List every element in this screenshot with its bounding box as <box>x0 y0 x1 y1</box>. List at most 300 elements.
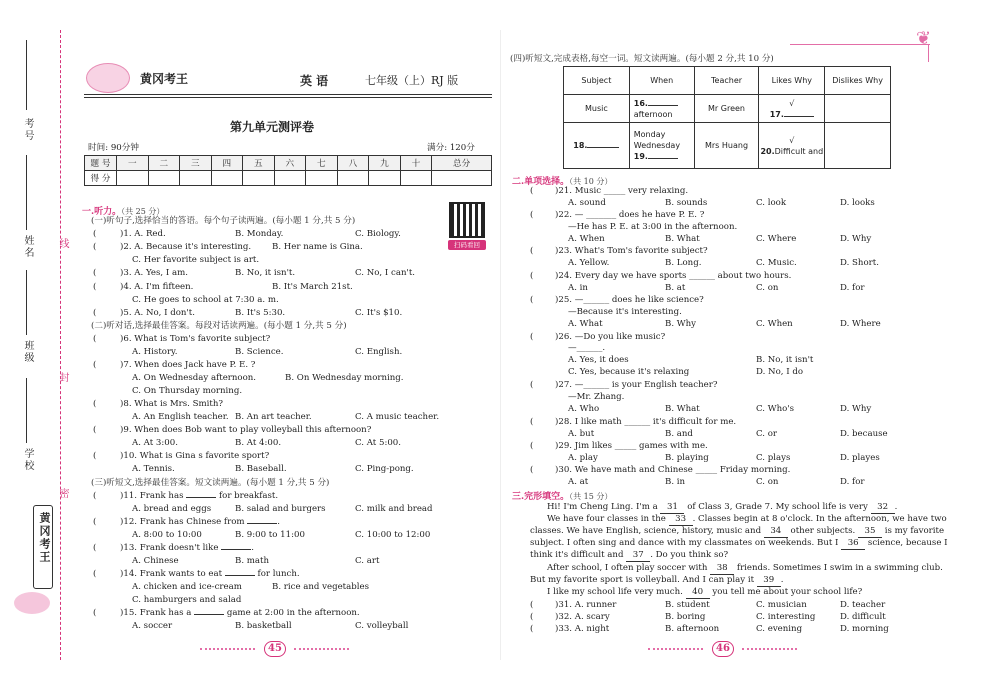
q28-stem: )28. I like math ______ it's difficult for me. <box>555 417 737 427</box>
footer-dots-left-2 <box>294 648 349 650</box>
class-line <box>26 270 27 335</box>
q1-option-c: C. Biology. <box>355 229 401 239</box>
q28-option-c: C. or <box>756 429 778 439</box>
fill-cell <box>629 95 694 123</box>
cloze-title-text: 三.完形填空。 <box>512 492 570 502</box>
q14-option-a: A. chicken and ice-cream <box>132 582 242 592</box>
cloze-points: （共 15 分） <box>569 492 613 501</box>
answer-paren[interactable]: ( <box>93 360 97 370</box>
q8-option-b: B. An art teacher. <box>235 412 312 422</box>
q14-stem-b: for lunch. <box>257 569 300 579</box>
q25-line2: —Because it's interesting. <box>568 307 682 317</box>
fill-tail: afternoon <box>633 109 673 119</box>
score-cell: 七 <box>306 156 338 171</box>
q15-stem-b: game at 2:00 in the afternoon. <box>226 608 360 618</box>
q23-stem: )23. What's Tom's favorite subject? <box>555 246 708 256</box>
q13-stem <box>120 543 254 554</box>
q22-option-c: C. Where <box>756 234 797 244</box>
q30-option-b: B. in <box>665 477 686 487</box>
q29-stem: )29. Jim likes _____ games with me. <box>555 441 708 451</box>
cloze-text: other subjects. <box>790 526 856 536</box>
answer-paren[interactable]: ( <box>530 332 534 342</box>
cloze-line-2 <box>547 514 947 526</box>
check-icon: √ <box>789 135 795 145</box>
q21-option-d: D. looks <box>840 198 875 208</box>
q9-option-c: C. At 5:00. <box>355 438 402 448</box>
answer-paren[interactable]: ( <box>93 491 97 501</box>
q6-option-b: B. Science. <box>235 347 284 357</box>
score-cell: 三 <box>180 156 212 171</box>
blank-32[interactable]: 32 <box>871 502 895 514</box>
q26-option-b: B. No, it isn't <box>756 355 814 365</box>
score-table <box>84 155 492 186</box>
part4-title: (四)听短文,完成表格,每空一词。短文读两遍。(每小题 2 分,共 10 分) <box>510 54 774 64</box>
score-cell: 十 <box>400 156 432 171</box>
fill-table-header <box>564 67 891 95</box>
header-grade: 七年级（上）RJ 版 <box>365 74 459 87</box>
q14-stem <box>120 569 300 580</box>
score-cell: 六 <box>274 156 306 171</box>
q26-option-c: C. Yes, because it's relaxing <box>568 367 690 377</box>
brand-logo-icon <box>86 63 130 93</box>
answer-paren[interactable]: ( <box>530 380 534 390</box>
cloze-line-6 <box>547 563 943 575</box>
q23-option-b: B. Long. <box>665 258 702 268</box>
exam-no-line <box>26 40 27 110</box>
fill-head: Teacher <box>694 67 759 95</box>
q31-option-b: B. student <box>665 600 710 610</box>
score-input-cell[interactable] <box>148 171 180 186</box>
q22-option-d: D. Why <box>840 234 872 244</box>
blank[interactable] <box>194 614 224 615</box>
cloze-line-1: Hi! I'm Cheng Ling. I'm a 31 of Class 3, Grade 7. My school life is very 32 . <box>547 502 898 512</box>
blank[interactable] <box>186 497 216 498</box>
page-number-right: 46 <box>712 641 734 657</box>
q21-option-b: B. sounds <box>665 198 708 208</box>
score-input-cell[interactable] <box>211 171 243 186</box>
q11-option-c: C. milk and bread <box>355 504 433 514</box>
q23-option-a: A. Yellow. <box>568 258 610 268</box>
fill-cell <box>825 123 891 169</box>
label-name: 姓名 <box>22 235 33 259</box>
label-school: 学校 <box>22 448 33 472</box>
answer-paren[interactable]: ( <box>530 441 534 451</box>
q25-option-b: B. Why <box>665 319 697 329</box>
q30-option-d: D. for <box>840 477 865 487</box>
blank-39[interactable]: 39 <box>757 575 781 587</box>
cut-mark-feng: 封 <box>57 372 68 384</box>
cloze-text: . Classes begin at 8 o'clock. In the afternoon, we have two <box>692 514 947 524</box>
q14-option-c: C. hamburgers and salad <box>132 595 242 605</box>
answer-paren[interactable]: ( <box>93 308 97 318</box>
q11-option-b: B. salad and burgers <box>235 504 326 514</box>
q25-option-a: A. What <box>568 319 603 329</box>
score-table-header-row <box>85 156 492 171</box>
score-cell: 得 分 <box>85 171 117 186</box>
q31-option-d: D. teacher <box>840 600 886 610</box>
exam-time: 时间: 90分钟 <box>88 143 139 153</box>
q1-option-a: )1. A. Red. <box>120 229 166 239</box>
fill-cell: Mr Green <box>694 95 759 123</box>
q12-stem-b: . <box>277 517 281 527</box>
answer-paren[interactable]: ( <box>93 399 97 409</box>
side-logo-icon <box>14 592 50 614</box>
blank-19[interactable] <box>648 158 678 159</box>
header-rule <box>84 94 492 95</box>
q13-stem-b: . <box>251 543 254 553</box>
fill-text: Wednesday <box>633 141 681 150</box>
fill-cell: Mrs Huang <box>694 123 759 169</box>
q27-option-b: B. What <box>665 404 700 414</box>
cloze-text: subject. I often sing and dance with my classmates on weekends. But I <box>530 538 839 548</box>
blank-40[interactable]: 40 <box>686 587 710 599</box>
q31-option-a: )31. A. runner <box>555 600 617 610</box>
cloze-line-7: But my favorite sport is volleyball. And I can play it 39 . <box>530 575 784 585</box>
score-cell: 总分 <box>432 156 492 171</box>
q27-option-c: C. Who's <box>756 404 795 414</box>
q4-option-c: C. He goes to school at 7:30 a. m. <box>132 295 279 305</box>
fill-table-row-1 <box>564 95 891 123</box>
fill-head: Likes Why <box>759 67 825 95</box>
q22-option-a: A. When <box>568 234 605 244</box>
listening-part1: (一)听句子,选择恰当的答语。每个句子读两遍。(每小题 1 分,共 5 分) <box>91 216 356 226</box>
header-brand: 黄冈考王 <box>140 72 189 86</box>
cloze-title <box>512 489 612 502</box>
score-input-cell[interactable] <box>369 171 401 186</box>
q8-stem: )8. What is Mrs. Smith? <box>120 399 224 409</box>
q8-option-c: C. A music teacher. <box>355 412 440 422</box>
cloze-text: We have four classes in the <box>547 514 666 524</box>
q32-option-d: D. difficult <box>840 612 886 622</box>
cut-mark-xian: 线 <box>57 238 68 250</box>
blank-34[interactable]: 34 <box>764 526 788 538</box>
q12-option-b: B. 9:00 to 11:00 <box>235 530 305 540</box>
cloze-line-3 <box>530 526 944 538</box>
answer-paren[interactable]: ( <box>93 268 97 278</box>
score-cell: 四 <box>211 156 243 171</box>
q11-stem-a: )11. Frank has <box>120 491 184 501</box>
q26-option-a: A. Yes, it does <box>568 355 629 365</box>
label-class: 班级 <box>22 340 33 364</box>
q3-option-c: C. No, I can't. <box>355 268 416 278</box>
cloze-text: I like my school life very much. <box>547 587 683 597</box>
listening-title-text: 一.听力。 <box>82 207 122 217</box>
score-input-cell[interactable] <box>432 171 492 186</box>
blank-38[interactable]: 38 <box>710 563 734 575</box>
q32-option-a: )32. A. scary <box>555 612 610 622</box>
fill-cell: Music <box>564 95 630 123</box>
fill-cell <box>759 123 825 169</box>
q33-option-b: B. afternoon <box>665 624 720 634</box>
q24-option-a: A. in <box>568 283 588 293</box>
blank[interactable] <box>247 523 277 524</box>
cut-mark-mi: 密 <box>57 488 68 500</box>
score-input-cell[interactable] <box>274 171 306 186</box>
fill-cell <box>825 95 891 123</box>
q15-stem-a: )15. Frank has a <box>120 608 192 618</box>
footer-dots-right <box>648 648 703 650</box>
q6-stem: )6. What is Tom's favorite subject? <box>120 334 271 344</box>
score-input-cell[interactable] <box>117 171 149 186</box>
fill-table <box>563 66 891 169</box>
blank-35[interactable]: 35 <box>858 526 882 538</box>
q15-option-c: C. volleyball <box>355 621 409 631</box>
label-exam-no: 考号 <box>22 118 33 142</box>
school-line <box>26 378 27 443</box>
q1-option-b: B. Monday. <box>235 229 284 239</box>
score-cell: 二 <box>148 156 180 171</box>
listening-part3: (三)听短文,选择最佳答案。短文读两遍。(每小题 1 分,共 5 分) <box>91 478 330 488</box>
q3-option-a: )3. A. Yes, I am. <box>120 268 188 278</box>
q14-option-b: B. rice and vegetables <box>272 582 370 592</box>
cloze-text: is my favorite <box>884 526 945 536</box>
q9-option-b: B. At 4:00. <box>235 438 282 448</box>
fill-no: 20. <box>760 146 775 156</box>
q10-stem: )10. What is Gina s favorite sport? <box>120 451 270 461</box>
q8-option-a: A. An English teacher. <box>132 412 229 422</box>
score-input-cell[interactable] <box>337 171 369 186</box>
fill-tail: Difficult and <box>774 146 824 156</box>
fill-head: Subject <box>564 67 630 95</box>
exam-title: 第九单元测评卷 <box>230 120 315 134</box>
answer-paren[interactable]: ( <box>530 612 534 622</box>
q31-option-c: C. musician <box>756 600 807 610</box>
cloze-line-8 <box>547 587 862 599</box>
q5-option-b: B. It's 5:30. <box>235 308 286 318</box>
answer-paren[interactable]: ( <box>93 543 97 553</box>
cloze-text: science, because I <box>867 538 948 548</box>
q2-option-a: )2. A. Because it's interesting. <box>120 242 252 252</box>
cloze-text: friends. Sometimes I swim in a swimming club. <box>736 563 943 573</box>
q33-option-a: )33. A. night <box>555 624 610 634</box>
blank-33[interactable]: 33 <box>669 514 693 526</box>
q28-option-d: D. because <box>840 429 888 439</box>
q4-option-a: )4. A. I'm fifteen. <box>120 282 194 292</box>
cloze-text: you tell me about your school life? <box>712 587 863 597</box>
q13-stem-a: )13. Frank doesn't like <box>120 543 219 553</box>
answer-paren[interactable]: ( <box>530 465 534 475</box>
answer-paren[interactable]: ( <box>530 624 534 634</box>
q30-option-a: A. at <box>568 477 589 487</box>
q7-option-c: C. On Thursday morning. <box>132 386 243 396</box>
q7-stem: )7. When does Jack have P. E. ? <box>120 360 256 370</box>
q24-option-c: C. on <box>756 283 779 293</box>
q10-option-b: B. Baseball. <box>235 464 287 474</box>
fill-table-row-2 <box>564 123 891 169</box>
q10-option-c: C. Ping-pong. <box>355 464 414 474</box>
cloze-text: After school, I often play soccer with <box>547 563 708 573</box>
q29-option-b: B. playing <box>665 453 709 463</box>
fill-no: 18. <box>573 141 588 150</box>
check-icon: √ <box>789 98 795 108</box>
q29-option-c: C. plays <box>756 453 791 463</box>
q6-option-c: C. English. <box>355 347 403 357</box>
q12-stem <box>120 517 280 528</box>
fill-no: 19. <box>633 152 648 161</box>
answer-paren[interactable]: ( <box>93 451 97 461</box>
q7-option-a: A. On Wednesday afternoon. <box>132 373 257 383</box>
score-cell: 九 <box>369 156 401 171</box>
fill-no: 16. <box>633 98 648 108</box>
answer-paren[interactable]: ( <box>93 425 97 435</box>
q25-option-c: C. When <box>756 319 793 329</box>
score-cell: 八 <box>337 156 369 171</box>
ornament-line <box>790 44 930 45</box>
answer-paren[interactable]: ( <box>530 600 534 610</box>
fill-cell <box>759 95 825 123</box>
q12-option-c: C. 10:00 to 12:00 <box>355 530 431 540</box>
page-number-left: 45 <box>264 641 286 657</box>
footer-dots-right-2 <box>742 648 797 650</box>
blank-36[interactable]: 36 <box>841 538 865 550</box>
binding-strip <box>0 0 68 688</box>
cloze-text: classes. We have English, science, history, music and <box>530 526 762 536</box>
q15-stem <box>120 608 360 619</box>
q25-option-d: D. Where <box>840 319 881 329</box>
q32-option-b: B. boring <box>665 612 706 622</box>
score-input-cell[interactable] <box>306 171 338 186</box>
blank-17[interactable] <box>784 116 814 117</box>
q24-option-b: B. at <box>665 283 686 293</box>
q9-stem: )9. When does Bob want to play volleyball this afternoon? <box>120 425 372 435</box>
q15-option-a: A. soccer <box>132 621 173 631</box>
q21-option-a: A. sound <box>568 198 606 208</box>
answer-paren[interactable]: ( <box>530 295 534 305</box>
exam-full-score: 满分: 120分 <box>427 143 475 153</box>
q21-stem: )21. Music _____ very relaxing. <box>555 186 689 196</box>
binding-line <box>60 30 61 660</box>
answer-paren[interactable]: ( <box>530 186 534 196</box>
score-input-cell[interactable] <box>400 171 432 186</box>
blank-18[interactable] <box>587 147 619 148</box>
answer-paren[interactable]: ( <box>93 242 97 252</box>
q24-option-d: D. for <box>840 283 865 293</box>
score-cell: 五 <box>243 156 275 171</box>
listening-part2: (二)听对话,选择最佳答案。每段对话读两遍。(每小题 1 分,共 5 分) <box>91 321 347 331</box>
answer-paren[interactable]: ( <box>530 417 534 427</box>
score-input-cell[interactable] <box>243 171 275 186</box>
q33-option-c: C. evening <box>756 624 803 634</box>
score-input-cell[interactable] <box>180 171 212 186</box>
q14-stem-a: )14. Frank wants to eat <box>120 569 223 579</box>
cloze-line-5 <box>530 550 728 562</box>
score-table-score-row <box>85 171 492 186</box>
q2-option-b: B. Her name is Gina. <box>272 242 363 252</box>
q27-option-d: D. Why <box>840 404 872 414</box>
q3-option-b: B. No, it isn't. <box>235 268 296 278</box>
cloze-text: of Class 3, Grade 7. My school life is very <box>687 502 868 512</box>
q26-stem: )26. —Do you like music? <box>555 332 666 342</box>
q23-option-c: C. Music. <box>756 258 797 268</box>
q13-option-a: A. Chinese <box>132 556 179 566</box>
q25-stem: )25. —______ does he like science? <box>555 295 704 305</box>
blank[interactable] <box>225 575 255 576</box>
answer-paren[interactable]: ( <box>93 229 97 239</box>
q27-stem: )27. —______ is your English teacher? <box>555 380 718 390</box>
blank-16[interactable] <box>648 105 678 106</box>
q30-option-c: C. on <box>756 477 779 487</box>
cloze-text: think it's difficult and <box>530 550 624 560</box>
fill-cell <box>564 123 630 169</box>
side-brand-text: 黄冈考王 <box>38 512 51 564</box>
fill-cell <box>629 123 694 169</box>
side-brand-box <box>33 505 53 589</box>
answer-paren[interactable]: ( <box>530 246 534 256</box>
cloze-text: Hi! I'm Cheng Ling. I'm a <box>547 502 658 512</box>
q22-option-b: B. What <box>665 234 700 244</box>
q30-stem: )30. We have math and Chinese _____ Friday morning. <box>555 465 791 475</box>
answer-paren[interactable]: ( <box>93 334 97 344</box>
q11-option-a: A. bread and eggs <box>132 504 212 514</box>
qr-code-icon[interactable] <box>449 202 485 238</box>
q12-stem-a: )12. Frank has Chinese from <box>120 517 245 527</box>
score-cell: 题 号 <box>85 156 117 171</box>
cloze-text: . Do you think so? <box>650 550 729 560</box>
q11-stem-b: for breakfast. <box>218 491 279 501</box>
fill-head: Dislikes Why <box>825 67 891 95</box>
fill-text: Monday <box>633 130 666 139</box>
q6-option-a: A. History. <box>132 347 178 357</box>
footer-dots-left <box>200 648 255 650</box>
q5-option-c: C. It's $10. <box>355 308 403 318</box>
q9-option-a: A. At 3:00. <box>132 438 178 448</box>
header-subject: 英 语 <box>300 74 329 88</box>
q32-option-c: C. interesting <box>756 612 816 622</box>
blank[interactable] <box>221 549 251 550</box>
q26-line2: —______. <box>568 343 606 353</box>
answer-paren[interactable]: ( <box>530 271 534 281</box>
q13-option-c: C. art <box>355 556 380 566</box>
grammar-points: （共 10 分） <box>569 177 613 186</box>
q26-option-d: D. No, I do <box>756 367 804 377</box>
q15-option-b: B. basketball <box>235 621 292 631</box>
q33-option-d: D. morning <box>840 624 889 634</box>
fill-no: 17. <box>769 109 784 119</box>
listening-points: （共 25 分） <box>121 207 165 216</box>
q10-option-a: A. Tennis. <box>132 464 175 474</box>
qr-label: 扫码看回 <box>448 240 486 250</box>
answer-paren[interactable]: ( <box>93 282 97 292</box>
q4-option-b: B. It's March 21st. <box>272 282 353 292</box>
q23-option-d: D. Short. <box>840 258 879 268</box>
score-cell: 一 <box>117 156 149 171</box>
blank-31[interactable]: 31 <box>660 502 684 514</box>
q5-option-a: )5. A. No, I don't. <box>120 308 195 318</box>
grammar-title-text: 二.单项选择。 <box>512 177 570 187</box>
fill-head: When <box>629 67 694 95</box>
q22-stem: )22. — _______ does he have P. E. ? <box>555 210 705 220</box>
q13-option-b: B. math <box>235 556 270 566</box>
q11-stem <box>120 491 278 502</box>
q12-option-a: A. 8:00 to 10:00 <box>132 530 202 540</box>
q29-option-d: D. playes <box>840 453 880 463</box>
header-rule-2 <box>84 97 492 98</box>
q28-option-b: B. and <box>665 429 693 439</box>
answer-paren[interactable]: ( <box>93 608 97 618</box>
answer-paren[interactable]: ( <box>93 517 97 527</box>
q22-line2: —He has P. E. at 3:00 in the afternoon. <box>568 222 738 232</box>
cloze-text: But my favorite sport is volleyball. And I can play it <box>530 575 755 585</box>
cloze-line-4 <box>530 538 948 550</box>
q21-option-c: C. look <box>756 198 787 208</box>
name-line <box>26 155 27 230</box>
answer-paren[interactable]: ( <box>93 569 97 579</box>
butterfly-icon: ❦ <box>916 28 932 49</box>
blank-37[interactable]: 37 <box>626 550 650 562</box>
q27-line2: —Mr. Zhang. <box>568 392 625 402</box>
answer-paren[interactable]: ( <box>530 210 534 220</box>
q24-stem: )24. Every day we have sports ______ about two hours. <box>555 271 792 281</box>
